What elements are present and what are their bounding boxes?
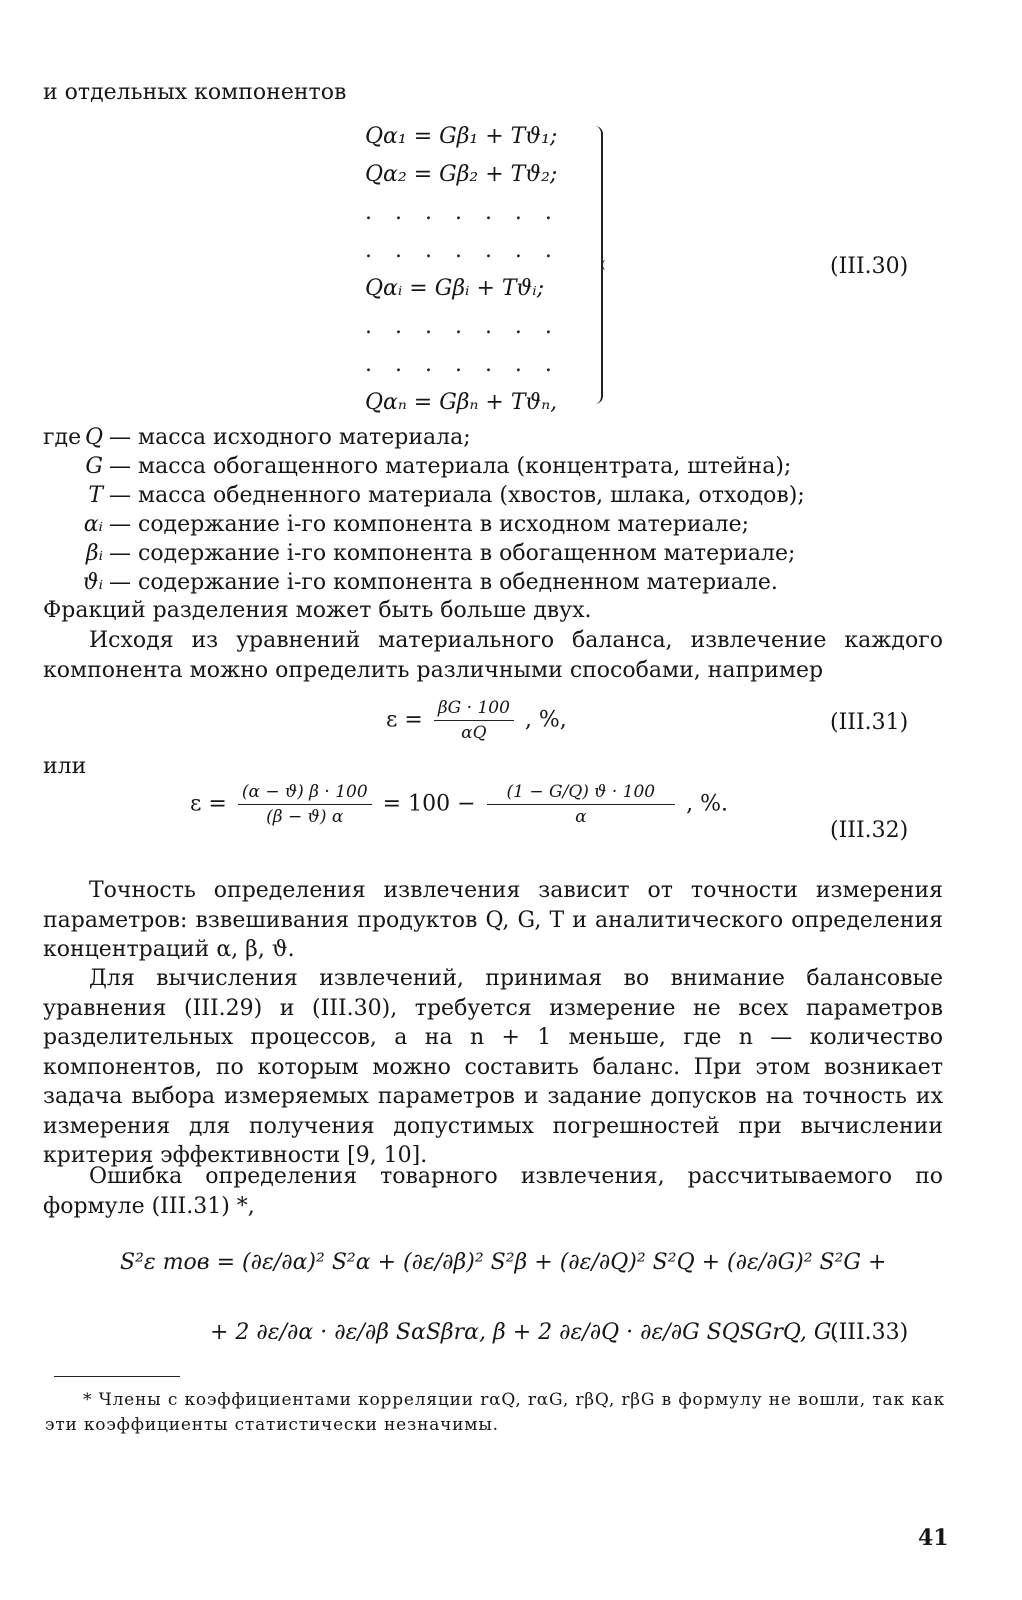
definition-text: — масса обогащенного материала (концентрата, штейна); xyxy=(109,454,792,479)
system-dots: . . . . . . . xyxy=(365,238,560,263)
fraction-numerator: (1 − G/Q) ϑ · 100 xyxy=(487,782,676,805)
system-dots: . . . . . . . xyxy=(365,352,560,377)
formula-33-line-2: + 2 ∂ε/∂α · ∂ε/∂β SαSβrα, β + 2 ∂ε/∂Q · ∂ε/∂G SQSGrQ, G. xyxy=(210,1320,838,1345)
definition-symbol: G xyxy=(85,454,103,479)
page-number: 41 xyxy=(918,1525,949,1551)
definition-text: — масса обедненного материала (хвостов, шлака, отходов); xyxy=(109,483,805,508)
or-word: или xyxy=(43,754,87,779)
equation-number-32: (III.32) xyxy=(830,818,909,843)
equation-number-31: (III.31) xyxy=(830,710,909,735)
fraction-denominator: (β − ϑ) α xyxy=(266,807,344,827)
formula-31-lhs: ε = xyxy=(386,707,423,733)
equation-number-30: (III.30) xyxy=(830,254,909,279)
fraction-numerator: βG · 100 xyxy=(434,698,514,721)
footnote-rule xyxy=(54,1376,180,1377)
formula-32-unit: , %. xyxy=(686,791,729,817)
formula-32-lhs: ε = xyxy=(190,791,227,817)
definition-text: — содержание i-го компонента в обогащенном материале; xyxy=(109,541,796,566)
fraction xyxy=(238,782,372,827)
fraction-denominator: αQ xyxy=(461,723,487,743)
definition-symbol: Q xyxy=(84,425,103,450)
paragraph-compute: Для вычисления извлечений, принимая во внимание балансовые уравнения (III.29) и (III.30), требуется измерение не всех параметров разделительных процессов, а на n + 1 меньше, где n — количество компонентов, по которым можно составить баланс. При этом возникает задача выбора измеряемых параметров и задание допусков на точность их измерения для получения допустимых погрешностей при вычислении критерия эффективности [9, 10]. xyxy=(43,966,943,1168)
formula-31-unit: , %, xyxy=(524,707,567,733)
footnote: * Члены с коэффициентами корреляции rαQ, rαG, rβQ, rβG в формулу не вошли, так как эти коэффициенты статистически незначимы. xyxy=(45,1390,945,1435)
definition-symbol: βᵢ xyxy=(85,541,103,566)
paragraph-accuracy: Точность определения извлечения зависит от точности измерения параметров: взвешивания продуктов Q, G, T и аналитического определения концентраций α, β, ϑ. xyxy=(43,878,943,962)
definition-symbol: αᵢ xyxy=(83,512,103,537)
system-row: Qαₙ = Gβₙ + Tϑₙ, xyxy=(365,390,558,415)
paragraph-error: Ошибка определения товарного извлечения, рассчитываемого по формуле (III.31) *, xyxy=(43,1164,943,1219)
system-row: Qα₂ = Gβ₂ + Tϑ₂; xyxy=(365,162,558,187)
definition-text: — масса исходного материала; xyxy=(109,425,471,450)
equation-number-33: (III.33) xyxy=(830,1320,909,1345)
paragraph-balance: Исходя из уравнений материального баланса, извлечение каждого компонента можно определить различными способами, например xyxy=(43,628,943,683)
right-brace xyxy=(587,126,603,404)
fraction-denominator: α xyxy=(575,807,587,827)
system-row: Qα₁ = Gβ₁ + Tϑ₁; xyxy=(365,124,558,149)
formula-32-middle: = 100 − xyxy=(382,791,476,817)
system-dots: . . . . . . . xyxy=(365,314,560,339)
paragraph-fractions: Фракций разделения может быть больше двух. xyxy=(43,598,592,623)
equation-system xyxy=(365,118,605,422)
definition-symbol: ϑᵢ xyxy=(82,570,103,595)
system-dots: . . . . . . . xyxy=(365,200,560,225)
fraction xyxy=(434,698,514,743)
formula-33-line-1: S²ε тов = (∂ε/∂α)² S²α + (∂ε/∂β)² S²β + (∂ε/∂Q)² S²Q + (∂ε/∂G)² S²G + xyxy=(120,1250,887,1275)
definition-symbol: T xyxy=(88,483,103,508)
definition-text: — содержание i-го компонента в исходном материале; xyxy=(109,512,750,537)
where-word: где xyxy=(43,425,82,450)
fraction-numerator: (α − ϑ) β · 100 xyxy=(238,782,372,805)
definition-text: — содержание i-го компонента в обедненном материале. xyxy=(109,570,778,595)
fraction xyxy=(487,782,676,827)
intro-text: и отдельных компонентов xyxy=(43,80,347,105)
formula-32 xyxy=(190,782,728,827)
system-row: Qαᵢ = Gβᵢ + Tϑᵢ; xyxy=(365,276,545,301)
formula-31 xyxy=(386,698,567,743)
